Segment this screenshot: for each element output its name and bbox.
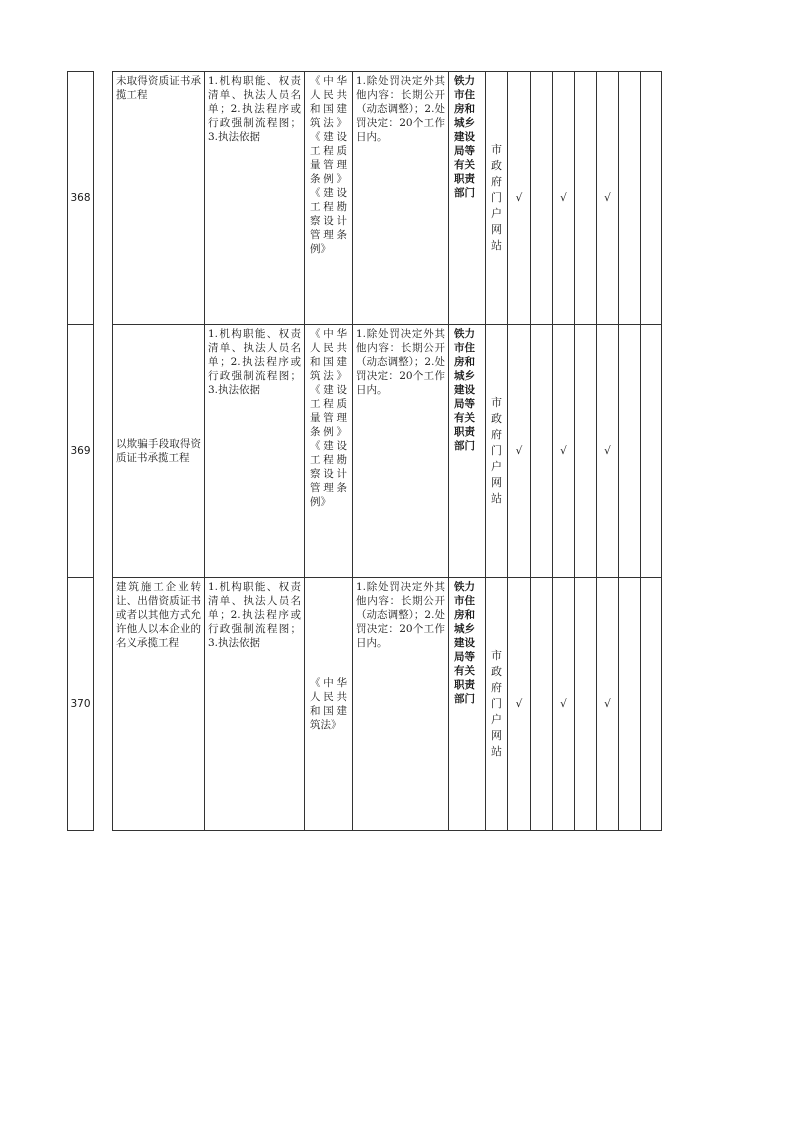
- check-cell: [619, 325, 641, 578]
- check-cell: [619, 72, 641, 325]
- check-cell: √: [553, 72, 575, 325]
- disclosure-channel: [486, 325, 508, 578]
- channel-label: 市政府门户网站: [491, 143, 502, 252]
- channel-label: 市政府门户网站: [491, 649, 502, 758]
- check-cell: [575, 325, 597, 578]
- disclosure-content: 1.机构职能、权责清单、执法人员名单；2.执法程序或行政强制流程图；3.执法依据: [205, 578, 305, 831]
- gap-cell: [94, 578, 113, 831]
- check-cell: [575, 578, 597, 831]
- channel-label: 市政府门户网站: [491, 396, 502, 505]
- responsible-department: 铁力市住房和城乡建设局等有关职责部门: [449, 325, 486, 578]
- check-cell: √: [553, 325, 575, 578]
- item-name: 建筑施工企业转让、出借资质证书或者以其他方式允许他人以本企业的名义承揽工程: [113, 578, 205, 831]
- check-cell: [531, 72, 553, 325]
- responsible-department: 铁力市住房和城乡建设局等有关职责部门: [449, 72, 486, 325]
- gap-cell: [94, 325, 113, 578]
- check-cell: √: [508, 325, 531, 578]
- disclosure-channel: [486, 72, 508, 325]
- table-row: [68, 325, 662, 578]
- gap-cell: [94, 72, 113, 325]
- disclosure-period: 1.除处罚决定外其他内容：长期公开（动态调整）；2.处罚决定：20个工作日内。: [353, 325, 449, 578]
- responsible-department: 铁力市住房和城乡建设局等有关职责部门: [449, 578, 486, 831]
- check-cell: √: [553, 578, 575, 831]
- row-number: 369: [68, 325, 94, 578]
- empty-cell: [641, 72, 662, 325]
- disclosure-channel: [486, 578, 508, 831]
- item-name: 以欺骗手段取得资质证书承揽工程: [113, 325, 205, 578]
- table-row: [68, 578, 662, 831]
- item-name: 未取得资质证书承揽工程: [113, 72, 205, 325]
- row-number: 370: [68, 578, 94, 831]
- check-cell: [531, 578, 553, 831]
- empty-cell: [641, 578, 662, 831]
- check-cell: √: [508, 578, 531, 831]
- disclosure-period: 1.除处罚决定外其他内容：长期公开（动态调整）；2.处罚决定：20个工作日内。: [353, 578, 449, 831]
- check-cell: [531, 325, 553, 578]
- row-number: 368: [68, 72, 94, 325]
- check-cell: √: [597, 72, 619, 325]
- check-cell: √: [597, 325, 619, 578]
- disclosure-content: 1.机构职能、权责清单、执法人员名单；2.执法程序或行政强制流程图；3.执法依据: [205, 72, 305, 325]
- check-cell: √: [597, 578, 619, 831]
- check-cell: [575, 72, 597, 325]
- table-row: [68, 72, 662, 325]
- disclosure-period: 1.除处罚决定外其他内容：长期公开（动态调整）；2.处罚决定：20个工作日内。: [353, 72, 449, 325]
- legal-basis: 《中华人民共和国建筑法》《建设工程质量管理条例》《建设工程勘察设计管理条例》: [305, 325, 353, 578]
- check-cell: [619, 578, 641, 831]
- legal-basis: 《中华人民共和国建筑法》: [305, 578, 353, 831]
- legal-basis: 《中华人民共和国建筑法》《建设工程质量管理条例》《建设工程勘察设计管理条例》: [305, 72, 353, 325]
- check-cell: √: [508, 72, 531, 325]
- disclosure-content: 1.机构职能、权责清单、执法人员名单；2.执法程序或行政强制流程图；3.执法依据: [205, 325, 305, 578]
- disclosure-table: [67, 71, 662, 831]
- empty-cell: [641, 325, 662, 578]
